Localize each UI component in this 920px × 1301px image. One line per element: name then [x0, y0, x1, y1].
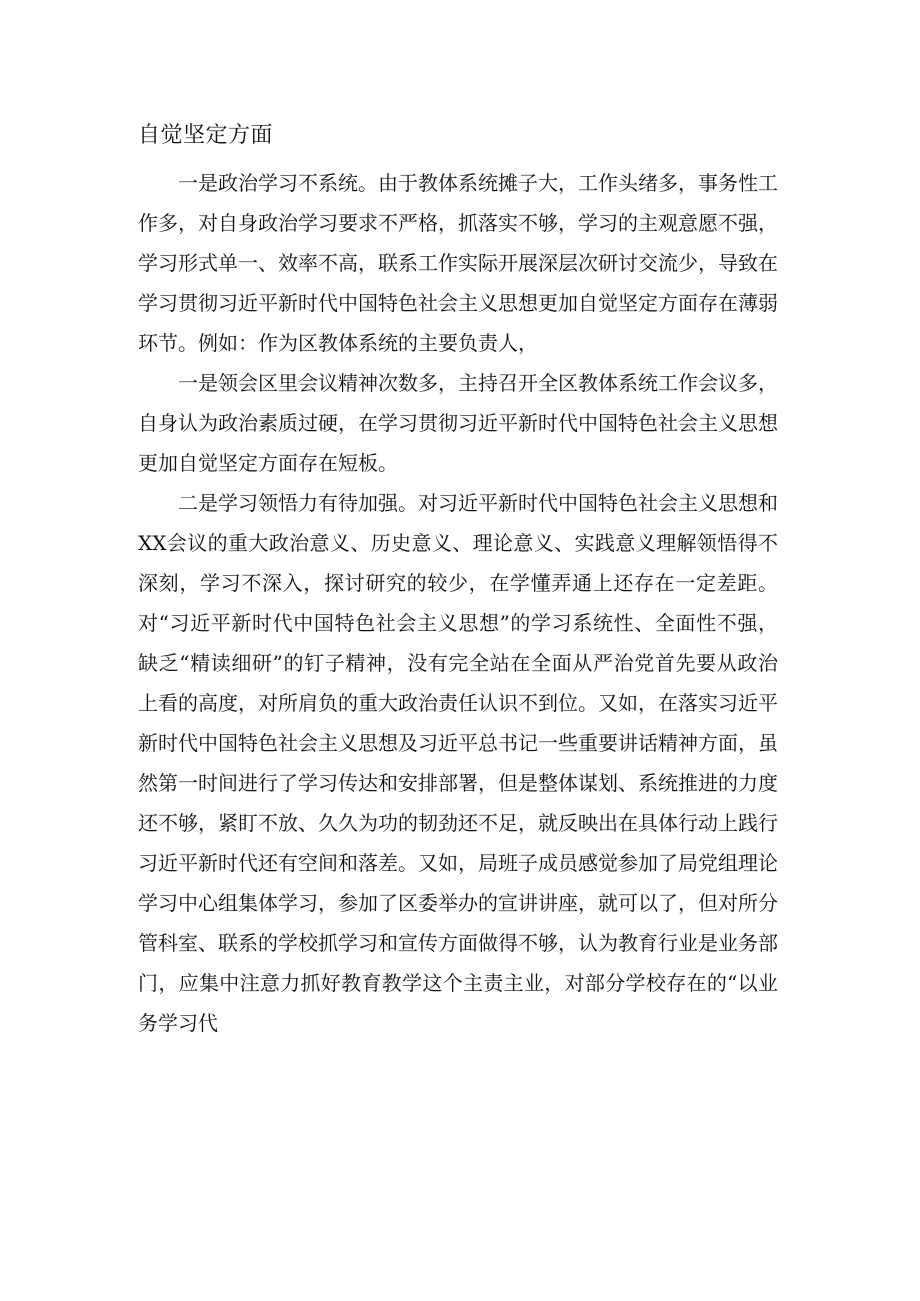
document-body [138, 163, 778, 1043]
section-heading: 自觉坚定方面 [138, 123, 274, 148]
paragraph-meeting-spirit: 一是领会区里会议精神次数多，主持召开全区教体系统工作会议多，自身认为政治素质过硬，在学习贯彻习近平新时代中国特色社会主义思想更加自觉坚定方面存在短板。 [138, 371, 778, 475]
paragraph-learning-comprehension: 二是学习领悟力有待加强。对习近平新时代中国特色社会主义思想和XX会议的重大政治意义、历史意义、理论意义、实践意义理解领悟得不深刻，学习不深入，探讨研究的较少，在学懂弄通上还存在一定差距。对“习近平新时代中国特色社会主义思想”的学习系统性、全面性不强，缺乏“精读细研”的钉子精神，没有完全站在全面从严治党首先要从政治上看的高度，对所肩负的重大政治责任认识不到位。又如，在落实习近平新时代中国特色社会主义思想及习近平总书记一些重要讲话精神方面，虽然第一时间进行了学习传达和安排部署，但是整体谋划、系统推进的力度还不够，紧盯不放、久久为功的韧劲还不足，就反映出在具体行动上践行习近平新时代还有空间和落差。又如，局班子成员感觉参加了局党组理论学习中心组集体学习，参加了区委举办的宣讲讲座，就可以了，但对所分管科室、联系的学校抓学习和宣传方面做得不够，认为教育行业是业务部门，应集中注意力抓好教育教学这个主责主业，对部分学校存在的“以业务学习代 [138, 491, 778, 1035]
paragraph-political-study: 一是政治学习不系统。由于教体系统摊子大，工作头绪多，事务性工作多，对自身政治学习要求不严格，抓落实不够，学习的主观意愿不强，学习形式单一、效率不高，联系工作实际开展深层次研讨交流少，导致在学习贯彻习近平新时代中国特色社会主义思想更加自觉坚定方面存在薄弱环节。例如：作为区教体系统的主要负责人， [138, 171, 778, 355]
